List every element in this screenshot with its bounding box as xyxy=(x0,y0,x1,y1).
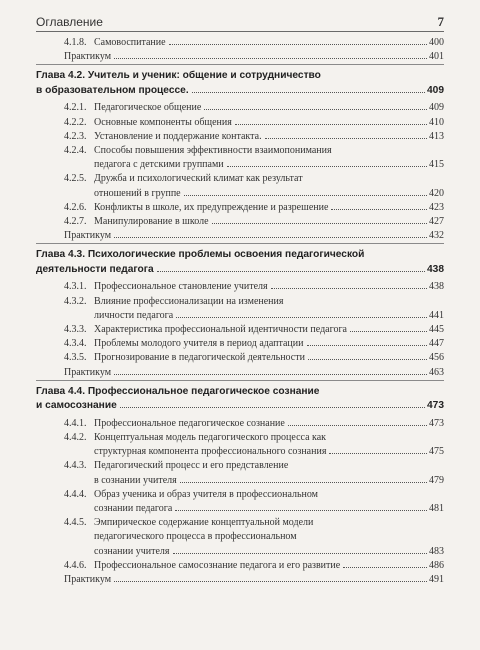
dot-leader xyxy=(308,359,427,360)
toc-entry-number: 4.3.4. xyxy=(64,338,87,350)
toc-entry-page-number: 445 xyxy=(429,324,444,336)
chapter-page-number: 438 xyxy=(427,263,444,275)
toc-entry-page-number: 441 xyxy=(429,309,444,321)
toc-entry-line xyxy=(64,144,444,158)
dot-leader xyxy=(180,482,427,483)
toc-entry-page-number: 401 xyxy=(429,51,444,63)
toc-entry-line xyxy=(94,502,444,516)
toc-entry-text: педагога с детскими группами xyxy=(94,159,224,171)
dot-leader xyxy=(329,453,427,454)
dot-leader xyxy=(271,288,427,289)
toc-entry-line xyxy=(94,474,444,488)
toc-entry-page-number: 486 xyxy=(429,559,444,571)
toc-entry xyxy=(64,201,444,215)
toc-entry-page-number: 473 xyxy=(429,417,444,429)
dot-leader xyxy=(265,138,427,139)
dot-leader xyxy=(227,166,427,167)
toc-entry-text: Педагогический процесс и его представление xyxy=(94,460,289,472)
dot-leader xyxy=(157,271,425,272)
toc-entry-line xyxy=(94,530,444,544)
toc-entry-text: Профессиональное самосознание педагога и его развитие xyxy=(94,559,341,571)
toc-entry-text: Самовоспитание xyxy=(94,37,166,48)
toc-entry-line xyxy=(64,295,444,309)
dot-leader xyxy=(176,317,427,318)
toc-entry-text: Проблемы молодого учителя в период адаптации xyxy=(94,338,304,350)
toc-entry-line xyxy=(64,172,444,186)
toc-entry-text: Манипулирование в школе xyxy=(94,216,209,228)
toc-entry-page-number: 427 xyxy=(429,216,444,228)
toc-entry-line xyxy=(64,130,444,144)
toc-entry-line xyxy=(64,101,444,115)
dot-leader xyxy=(173,553,427,554)
toc-entry-number: 4.2.7. xyxy=(64,216,87,228)
table-of-contents xyxy=(36,36,444,587)
toc-entry-text: Установление и поддержание контакта. xyxy=(94,130,262,142)
section-divider xyxy=(36,64,444,65)
toc-entry-page-number: 463 xyxy=(429,366,444,378)
toc-entry xyxy=(64,431,444,459)
chapter-page-number: 473 xyxy=(427,400,444,412)
toc-entry-text: Практикум xyxy=(64,574,112,586)
toc-entry-number: 4.2.3. xyxy=(64,130,87,142)
toc-entry xyxy=(64,295,444,323)
toc-entry-page-number: 438 xyxy=(429,281,444,293)
chapter-heading-line xyxy=(36,84,444,99)
toc-entry-line xyxy=(94,545,444,559)
dot-leader xyxy=(343,567,427,568)
toc-entry-text: Профессиональное становление учителя xyxy=(94,281,268,293)
toc-entry-number: 4.3.1. xyxy=(64,281,87,293)
toc-entry-page-number: 491 xyxy=(429,574,444,586)
toc-entry-line xyxy=(64,323,444,337)
toc-entry-line xyxy=(64,459,444,473)
toc-entry-page-number: 400 xyxy=(429,37,444,48)
toc-entry xyxy=(64,459,444,487)
toc-entry-line xyxy=(94,158,444,172)
toc-entry-number: 4.2.6. xyxy=(64,201,87,213)
dot-leader xyxy=(212,223,427,224)
toc-entry-page-number: 409 xyxy=(429,102,444,114)
toc-entry-page-number: 479 xyxy=(429,474,444,486)
dot-leader xyxy=(331,209,427,210)
toc-entry-text: Конфликты в школе, их предупреждение и разрешение xyxy=(94,201,329,213)
toc-entry-line xyxy=(64,116,444,130)
toc-entry-page-number: 447 xyxy=(429,338,444,350)
toc-entry-page-number: 475 xyxy=(429,446,444,458)
toc-entry-page-number: 413 xyxy=(429,130,444,142)
toc-entry-number: 4.4.2. xyxy=(64,432,87,444)
toc-entry-number: 4.3.3. xyxy=(64,324,87,336)
dot-leader xyxy=(114,58,427,59)
toc-entry-number: 4.1.8. xyxy=(64,37,87,48)
toc-entry-line xyxy=(64,351,444,365)
page-number: 7 xyxy=(437,14,444,29)
toc-entry-text: Основные компоненты общения xyxy=(94,116,232,128)
chapter-title-text: в образовательном процессе. xyxy=(36,84,189,96)
chapter-heading-line xyxy=(36,263,444,278)
toc-entry-text: сознании педагога xyxy=(94,503,173,515)
toc-entry-text: в сознании учителя xyxy=(94,474,177,486)
toc-entry-page-number: 483 xyxy=(429,545,444,557)
toc-entry xyxy=(64,144,444,172)
chapter-heading xyxy=(36,248,444,277)
toc-entry-page-number: 410 xyxy=(429,116,444,128)
toc-entry-text: отношений в группе xyxy=(94,187,181,199)
toc-entry-text: Влияние профессионализации на изменения xyxy=(94,295,284,307)
chapter-heading xyxy=(36,385,444,414)
chapter-title-text: Глава 4.4. Профессиональное педагогическое сознание xyxy=(36,385,320,397)
toc-entry-page-number: 423 xyxy=(429,201,444,213)
toc-entry-line xyxy=(64,337,444,351)
toc-entry-number: 4.4.6. xyxy=(64,559,87,571)
toc-entry-text: Практикум xyxy=(64,230,112,242)
toc-entry-text: Образ ученика и образ учителя в профессиональном xyxy=(94,488,319,500)
toc-entry-text: личности педагога xyxy=(94,309,174,321)
running-head-title: Оглавление xyxy=(36,15,103,29)
toc-entry-line xyxy=(64,36,444,50)
toc-entry-page-number: 456 xyxy=(429,352,444,364)
chapter-heading-line xyxy=(36,385,444,400)
toc-entry-number: 4.4.5. xyxy=(64,517,87,529)
chapter-page-number: 409 xyxy=(427,84,444,96)
toc-entry-line xyxy=(64,431,444,445)
toc-entry-number: 4.2.2. xyxy=(64,116,87,128)
dot-leader xyxy=(114,374,427,375)
toc-entry-number: 4.4.3. xyxy=(64,460,87,472)
toc-entry-number: 4.2.5. xyxy=(64,173,87,185)
dot-leader xyxy=(288,425,427,426)
toc-entry-line xyxy=(64,50,444,64)
toc-entry xyxy=(64,559,444,573)
toc-entry-text: Прогнозирование в педагогической деятельности xyxy=(94,352,305,364)
toc-entry-practicum xyxy=(64,229,444,243)
chapter-title-text: Глава 4.3. Психологические проблемы освоения педагогической xyxy=(36,249,365,261)
toc-entry-page-number: 420 xyxy=(429,187,444,199)
dot-leader xyxy=(175,510,427,511)
toc-entry xyxy=(64,516,444,559)
running-head xyxy=(36,14,444,30)
toc-entry-page-number: 415 xyxy=(429,159,444,171)
dot-leader xyxy=(169,44,427,45)
toc-entry xyxy=(64,337,444,351)
toc-entry-line xyxy=(64,559,444,573)
chapter-title-text: Глава 4.2. Учитель и ученик: общение и сотрудничество xyxy=(36,70,321,82)
toc-entry-text: Практикум xyxy=(64,366,112,378)
toc-entry-line xyxy=(64,366,444,380)
chapter-title-text: деятельности педагога xyxy=(36,263,154,275)
toc-entry xyxy=(64,215,444,229)
section-divider xyxy=(36,243,444,244)
toc-entry-number: 4.4.1. xyxy=(64,417,87,429)
toc-entry xyxy=(64,130,444,144)
toc-entry-text: Практикум xyxy=(64,51,112,63)
toc-entry xyxy=(64,101,444,115)
toc-entry-line xyxy=(64,229,444,243)
toc-entry-number: 4.3.2. xyxy=(64,295,87,307)
toc-entry-line xyxy=(94,309,444,323)
chapter-heading-line xyxy=(36,69,444,84)
toc-entry-line xyxy=(64,488,444,502)
toc-entry-number: 4.4.4. xyxy=(64,488,87,500)
dot-leader xyxy=(204,109,427,110)
toc-entry-line xyxy=(64,417,444,431)
dot-leader xyxy=(192,92,425,93)
toc-entry-line xyxy=(64,215,444,229)
dot-leader xyxy=(114,237,427,238)
toc-entry xyxy=(64,172,444,200)
toc-entry-text: Эмпирическое содержание концептуальной модели xyxy=(94,517,314,529)
toc-entry-line xyxy=(64,280,444,294)
toc-entry xyxy=(64,351,444,365)
toc-entry-number: 4.2.4. xyxy=(64,145,87,157)
chapter-heading xyxy=(36,69,444,98)
chapter-heading-line xyxy=(36,248,444,263)
dot-leader xyxy=(307,345,428,346)
header-rule xyxy=(36,31,444,32)
toc-entry-number: 4.3.5. xyxy=(64,352,87,364)
toc-entry-text: Характеристика профессиональной идентичности педагога xyxy=(94,324,347,336)
toc-entry xyxy=(64,488,444,516)
toc-entry-page-number: 481 xyxy=(429,503,444,515)
toc-entry-page-number: 432 xyxy=(429,230,444,242)
toc-entry-practicum xyxy=(64,366,444,380)
toc-entry-number: 4.2.1. xyxy=(64,102,87,114)
dot-leader xyxy=(235,124,427,125)
toc-entry-practicum xyxy=(64,50,444,64)
dot-leader xyxy=(184,195,427,196)
toc-entry-practicum xyxy=(64,573,444,587)
section-divider xyxy=(36,380,444,381)
toc-entry xyxy=(64,36,444,50)
toc-entry-line xyxy=(64,573,444,587)
dot-leader xyxy=(350,331,427,332)
toc-entry-text: Способы повышения эффективности взаимопонимания xyxy=(94,145,332,157)
toc-entry-text: Дружба и психологический климат как результат xyxy=(94,173,303,185)
toc-entry-line xyxy=(64,201,444,215)
toc-entry xyxy=(64,417,444,431)
toc-entry-text: сознании учителя xyxy=(94,545,170,557)
chapter-title-text: и самосознание xyxy=(36,400,117,412)
toc-entry xyxy=(64,280,444,294)
toc-entry xyxy=(64,116,444,130)
chapter-heading-line xyxy=(36,399,444,414)
toc-entry-line xyxy=(94,187,444,201)
dot-leader xyxy=(120,407,425,408)
toc-entry-line xyxy=(94,445,444,459)
toc-entry-text: Педагогическое общение xyxy=(94,102,202,114)
dot-leader xyxy=(114,581,427,582)
toc-entry-text: педагогического процесса в профессиональном xyxy=(94,531,297,543)
toc-entry-line xyxy=(64,516,444,530)
toc-entry-text: структурная компонента профессионального сознания xyxy=(94,446,327,458)
toc-entry-text: Концептуальная модель педагогического процесса как xyxy=(94,432,327,444)
toc-entry-text: Профессиональное педагогическое сознание xyxy=(94,417,285,429)
toc-entry xyxy=(64,323,444,337)
